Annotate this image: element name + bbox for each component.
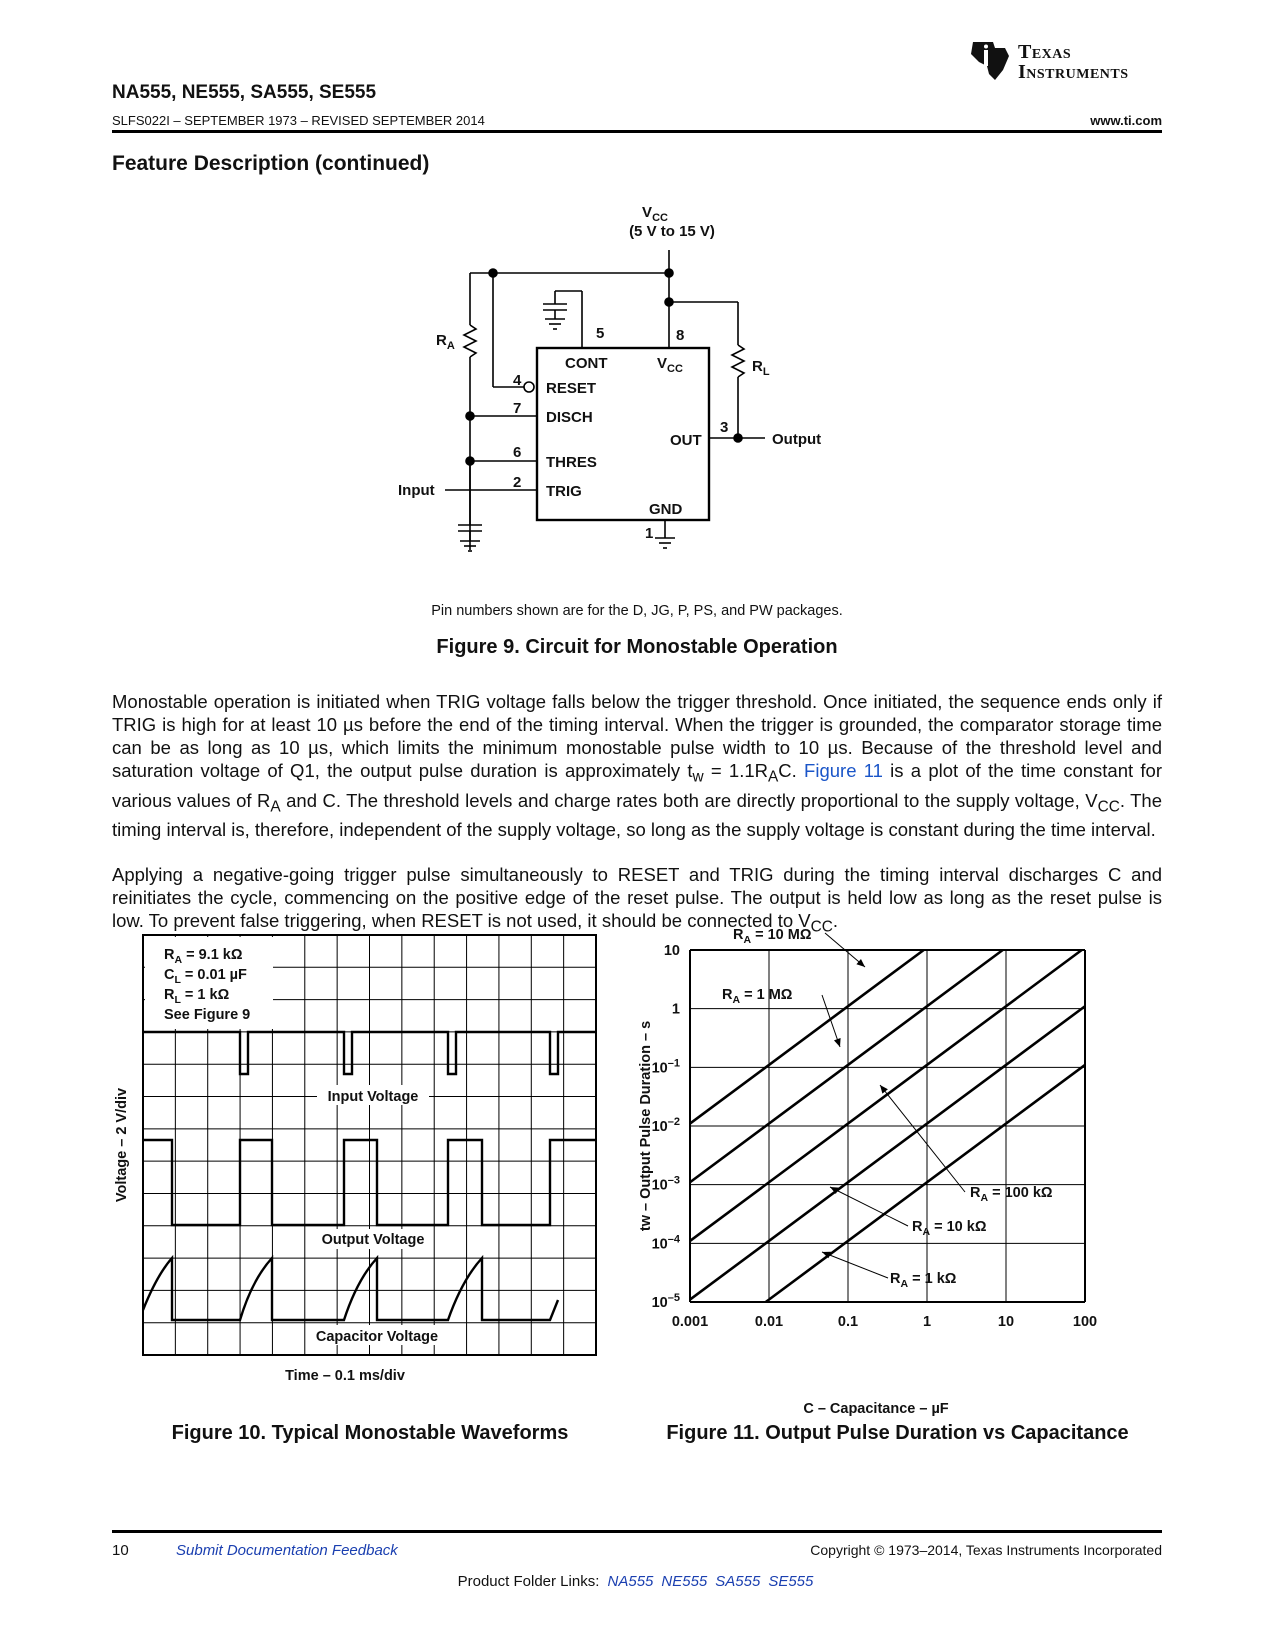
fig11-ytick-1 <box>652 1233 681 1252</box>
page-number: 10 <box>112 1542 129 1559</box>
p2-text-a: Applying a negative-going trigger pulse simultaneously to RESET and TRIG during the timing interval discharges C and reinitiates the cycle, commencing on the positive edge of the reset pulse. The output is held low as long as the reset pulse is low. To prevent false triggering, when RESET is not used, it should be connected to V <box>112 864 1162 931</box>
fig11-xtick-2: 0.1 <box>837 1314 859 1330</box>
doc-title: NA555, NE555, SA555, SE555 <box>112 82 377 103</box>
footer-rule <box>112 1530 1162 1533</box>
fig11-ytick-base: 10 <box>651 1295 668 1311</box>
fig11-ytick-3 <box>652 1116 680 1135</box>
legend-ra: $R_A = 9.1$ kΩ <box>164 947 243 966</box>
ti-logo-text <box>1018 42 1129 82</box>
figure11-link[interactable]: Figure 11 <box>804 760 883 781</box>
series-label-main: R <box>970 1185 981 1201</box>
series-label-val: = 1 kΩ <box>908 1271 957 1287</box>
header-rule <box>112 130 1162 133</box>
pin6-label: 6 <box>513 444 522 461</box>
product-folder-links <box>0 1573 1275 1590</box>
legend-see: See Figure 9 <box>164 1007 251 1023</box>
fig11-xtick-0: 0.001 <box>671 1314 709 1330</box>
legend-rl: $R_L = 1$ kΩ <box>164 987 230 1006</box>
copyright: Copyright © 1973–2014, Texas Instruments Incorporated <box>810 1542 1162 1558</box>
series-label-main: R <box>722 987 733 1003</box>
p1-text-f: . The timing interval is, therefore, independent of the supply voltage, so long as the supply voltage is constant during the time interval. <box>112 789 1162 841</box>
series-label-sub: A <box>922 1226 931 1238</box>
fig11-series-label-1 <box>722 987 793 1006</box>
paragraph-reset <box>112 863 1162 939</box>
fig11-ytick-2 <box>652 1175 680 1194</box>
p1-text-d: is a plot of the time constant for various values of R <box>112 760 1162 811</box>
fig11-ytick-5 <box>672 1002 680 1018</box>
fig11-xlabel: C – Capacitance – µF <box>803 1401 949 1417</box>
node-disch <box>466 412 474 420</box>
thres-pin: THRES <box>546 454 597 471</box>
logo-line-2: Instruments <box>1018 61 1129 83</box>
pin2-label: 2 <box>513 474 522 491</box>
vcc-pin: $V_{CC}$ <box>657 355 683 375</box>
fig11-xtick-4: 10 <box>997 1314 1015 1330</box>
fig11-series-label-3 <box>912 1219 987 1238</box>
reset-pin: RESET <box>546 380 597 397</box>
capacitor-voltage-trace <box>143 1258 558 1320</box>
fig11-series-label-4 <box>890 1271 957 1290</box>
pin3-label: 3 <box>720 419 729 436</box>
p1-text-c: C. <box>778 760 805 781</box>
fig11-ytick-4 <box>652 1057 680 1076</box>
pin5-label: 5 <box>596 325 605 342</box>
p1-sub-w: w <box>692 768 704 786</box>
product-link-se555[interactable]: SE555 <box>768 1573 814 1590</box>
fig11-xtick-5: 100 <box>1072 1314 1098 1330</box>
p2-sub-cc: CC <box>810 918 833 936</box>
p1-text-e: and C. The threshold levels and charge rates both are directly proportional to the supply voltage, V <box>280 789 1098 811</box>
website-link[interactable]: www.ti.com <box>1090 113 1162 128</box>
gnd-pin: GND <box>649 501 683 518</box>
fig11-ytick-exp: –3 <box>667 1174 680 1187</box>
series-label-sub: A <box>900 1278 909 1290</box>
fig11-arrow-2 <box>880 1085 888 1094</box>
fig11-ytick-base: 10 <box>651 1119 668 1135</box>
fig11-series-line-1 <box>690 950 1003 1182</box>
figure11-chart <box>638 927 1160 1425</box>
input-label: Input <box>398 482 435 499</box>
fig11-leader-2 <box>880 1085 965 1192</box>
product-links-label: Product Folder Links: <box>457 1573 604 1590</box>
logo-line-1: Texas <box>1018 41 1072 63</box>
pin8-label: 8 <box>676 327 685 344</box>
series-label-main: R <box>890 1271 901 1287</box>
fig11-ytick-exp: –4 <box>667 1233 680 1246</box>
product-link-ne555[interactable]: NE555 <box>661 1573 708 1590</box>
vcc-range: (5 V to 15 V) <box>629 223 715 240</box>
vcc-label: $V_{CC}$ <box>642 204 668 224</box>
figure9-note: Pin numbers shown are for the D, JG, P, PS, and PW packages. <box>431 603 843 619</box>
output-label: Output <box>772 431 822 448</box>
node-vcc-top <box>665 269 673 277</box>
fig11-ytick-exp: –5 <box>667 1292 680 1304</box>
trig-pin: TRIG <box>546 483 582 500</box>
ra-resistor <box>464 325 476 357</box>
product-link-sa555[interactable]: SA555 <box>715 1573 761 1590</box>
fig11-series-line-0 <box>690 950 924 1124</box>
fig11-series-line-4 <box>766 1065 1085 1302</box>
cont-pin: CONT <box>565 355 608 372</box>
fig11-ylabel: tw – Output Pulse Duration – s <box>638 1020 654 1232</box>
series-label-sub: A <box>732 994 741 1006</box>
output-voltage-label: Output Voltage <box>321 1232 425 1248</box>
rl-label: $R_L$ <box>752 358 770 378</box>
figure9-caption: Figure 9. Circuit for Monostable Operation <box>436 636 838 658</box>
fig11-xtick-3: 1 <box>922 1314 932 1330</box>
doc-id: SLFS022I – SEPTEMBER 1973 – REVISED SEPTEMBER 2014 <box>112 113 485 128</box>
input-voltage-label: Input Voltage <box>327 1089 419 1105</box>
section-title: Feature Description (continued) <box>112 152 430 175</box>
series-label-val: = 1 MΩ <box>740 987 793 1003</box>
out-pin: OUT <box>670 432 702 449</box>
product-link-na555[interactable]: NA555 <box>607 1573 654 1590</box>
fig11-ytick-base: 10 <box>651 1177 668 1194</box>
fig11-leader-4 <box>822 1252 888 1278</box>
figure10-waveforms <box>112 935 632 1425</box>
series-label-val: = 10 kΩ <box>930 1219 987 1235</box>
reset-bubble <box>524 382 534 392</box>
paragraph-monostable <box>112 690 1162 841</box>
p1-sub-a: A <box>768 768 779 786</box>
capacitor-voltage-label: Capacitor Voltage <box>315 1329 439 1345</box>
fig11-series-line-3 <box>690 1006 1085 1299</box>
fig10-ylabel: Voltage – 2 V/div <box>114 1087 130 1203</box>
p1-text-b: = 1.1R <box>703 760 769 781</box>
ra-label: $R_A$ <box>436 332 455 352</box>
series-label-sub: A <box>743 934 752 946</box>
fig10-xlabel: Time – 0.1 ms/div <box>285 1368 405 1384</box>
figure10-caption: Figure 10. Typical Monostable Waveforms <box>171 1422 569 1444</box>
fig11-ytick-0 <box>652 1292 680 1311</box>
legend-cl: $C_L = 0.01$ µF <box>164 967 247 986</box>
node-out <box>734 434 742 442</box>
fig11-ytick-base: 10 <box>663 943 680 959</box>
fig11-ytick-6 <box>664 943 680 959</box>
series-label-main: R <box>912 1219 923 1235</box>
submit-feedback-link[interactable]: Submit Documentation Feedback <box>176 1542 398 1559</box>
rl-resistor <box>732 345 744 377</box>
fig11-ticks <box>652 943 1097 1330</box>
pin7-label: 7 <box>513 400 522 417</box>
figure11-caption: Figure 11. Output Pulse Duration vs Capacitance <box>666 1422 1129 1444</box>
fig11-ytick-exp: –1 <box>667 1057 680 1070</box>
pin1-label: 1 <box>645 525 654 542</box>
fig11-series-label-2 <box>970 1185 1053 1204</box>
disch-pin: DISCH <box>546 409 593 426</box>
series-label-main: R <box>733 927 744 943</box>
p1-text-a: Monostable operation is initiated when TRIG voltage falls below the trigger threshold. Once initiated, the sequence ends only if TRIG is high for at least 10 µs before the end of the timing interval. When the trigger is grounded, the comparator storage time can be as long as 10 µs, which limits the minimum monostable pulse width to 10 µs. Because of the threshold level and saturation voltage of Q1, the output pulse duration is approximately t <box>112 691 1162 781</box>
p1-sub-cc: CC <box>1097 798 1120 816</box>
fig11-series-labels <box>722 927 1053 1290</box>
fig11-ytick-base: 10 <box>651 1060 668 1077</box>
pin4-label: 4 <box>513 372 522 389</box>
fig11-xtick-1: 0.01 <box>754 1314 784 1330</box>
series-label-val: = 100 kΩ <box>988 1185 1053 1201</box>
figure9-circuit <box>400 205 900 595</box>
fig11-ytick-base: 10 <box>651 1236 668 1253</box>
fig11-arrow-1 <box>834 1038 841 1047</box>
series-label-sub: A <box>980 1192 989 1204</box>
fig11-ytick-base: 1 <box>671 1001 680 1018</box>
fig11-ytick-exp: –2 <box>667 1116 680 1128</box>
p1-sub-a2: A <box>270 798 281 816</box>
series-label-val: = 10 MΩ <box>751 927 812 943</box>
p2-text-b: . <box>832 910 839 931</box>
